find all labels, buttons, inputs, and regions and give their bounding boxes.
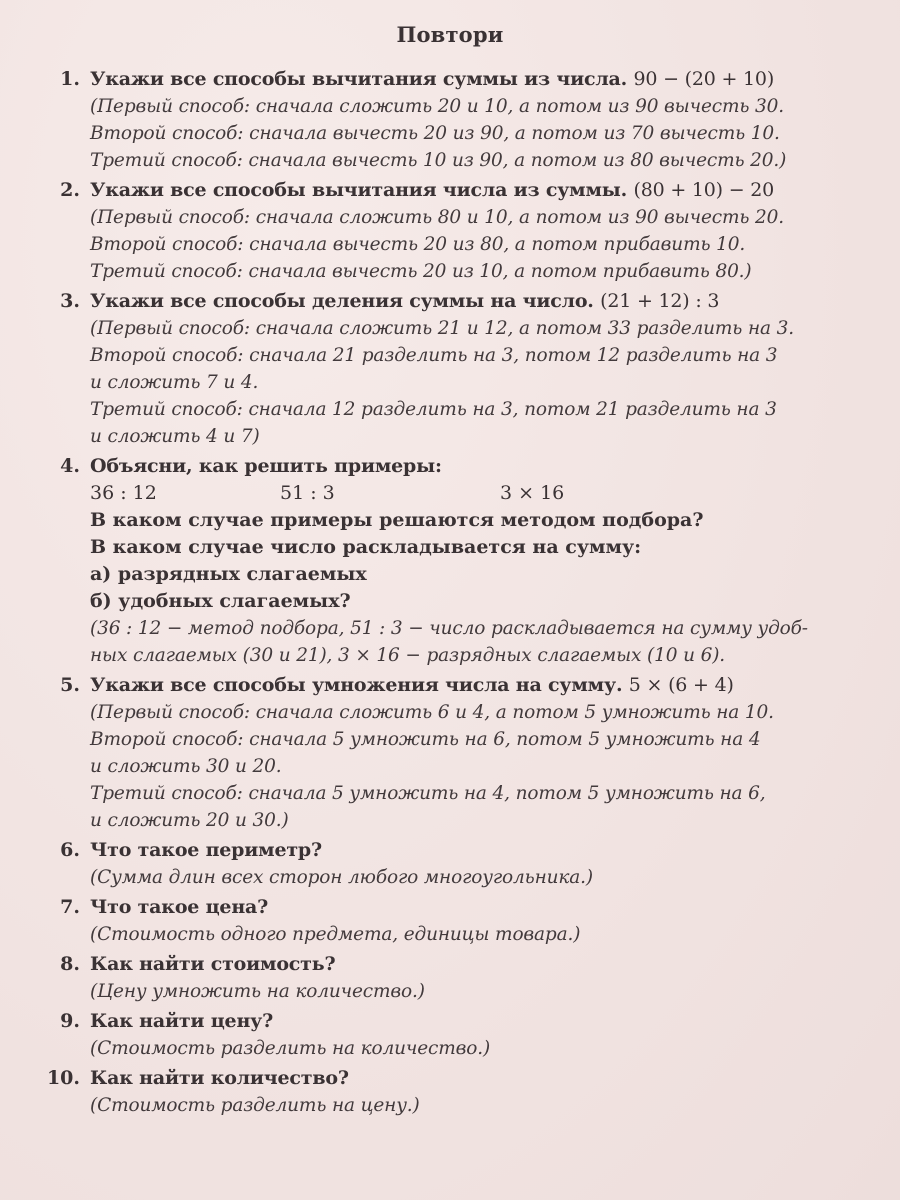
question-text: Укажи все способы умножения числа на сумму. 5 × (6 + 4) <box>90 674 734 696</box>
list-item <box>0 453 900 669</box>
item-number: 2. <box>60 179 80 201</box>
item-number: 1. <box>60 68 80 90</box>
list-item <box>0 1065 900 1119</box>
answer-line: Третий способ: сначала вычесть 10 из 90, а потом из 80 вычесть 20.) <box>90 150 787 171</box>
answer-line: и сложить 4 и 7) <box>90 426 260 447</box>
list-item <box>0 1008 900 1062</box>
answer-line: (Цену умножить на количество.) <box>90 981 425 1002</box>
list-item <box>0 672 900 834</box>
answer-line: Второй способ: сначала 5 умножить на 6, потом 5 умножить на 4 <box>90 729 761 750</box>
answer-line: Второй способ: сначала вычесть 20 из 80, а потом прибавить 10. <box>90 234 746 255</box>
answer-line: (Первый способ: сначала сложить 20 и 10, а потом из 90 вычесть 30. <box>90 96 784 117</box>
answer-line: Третий способ: сначала 12 разделить на 3, потом 21 разделить на 3 <box>90 399 777 420</box>
answer-line: (Сумма длин всех сторон любого многоугольника.) <box>90 867 593 888</box>
answer-line: (Первый способ: сначала сложить 80 и 10, а потом из 90 вычесть 20. <box>90 207 784 228</box>
item-number: 8. <box>60 953 80 975</box>
question-list <box>0 66 900 1119</box>
expression: 5 × (6 + 4) <box>628 674 734 696</box>
question-text: Укажи все способы деления суммы на число. (21 + 12) : 3 <box>90 290 720 312</box>
answer-line: (Стоимость разделить на количество.) <box>90 1038 491 1059</box>
list-item <box>0 837 900 891</box>
answer-line: Третий способ: сначала вычесть 20 из 10, а потом прибавить 80.) <box>90 261 752 282</box>
example: 36 : 12 <box>90 482 157 504</box>
item-number: 10. <box>46 1067 80 1089</box>
expression: (21 + 12) : 3 <box>600 290 720 312</box>
example: 51 : 3 <box>280 482 335 504</box>
item-number: 9. <box>60 1010 80 1032</box>
answer-line: Второй способ: сначала вычесть 20 из 90, а потом из 70 вычесть 10. <box>90 123 780 144</box>
question-text: Укажи все способы вычитания числа из суммы. (80 + 10) − 20 <box>90 179 775 201</box>
item-number: 6. <box>60 839 80 861</box>
question-text: Как найти цену? <box>90 1010 274 1032</box>
example: 3 × 16 <box>500 482 565 504</box>
subquestion: В каком случае число раскладывается на сумму: <box>90 536 642 558</box>
question-text: Что такое периметр? <box>90 839 322 861</box>
question-text: Укажи все способы вычитания суммы из числа. 90 − (20 + 10) <box>90 68 775 90</box>
subquestion: б) удобных слагаемых? <box>90 590 351 612</box>
answer-line: и сложить 30 и 20. <box>90 756 282 777</box>
list-item <box>0 177 900 285</box>
list-item <box>0 894 900 948</box>
answer-line: (Стоимость одного предмета, единицы товара.) <box>90 924 581 945</box>
answer-line: Второй способ: сначала 21 разделить на 3, потом 12 разделить на 3 <box>90 345 778 366</box>
question-text: Как найти количество? <box>90 1067 349 1089</box>
page-title: Повтори <box>396 22 504 47</box>
answer-line: и сложить 7 и 4. <box>90 372 259 393</box>
answer-line: и сложить 20 и 30.) <box>90 810 289 831</box>
item-number: 3. <box>60 290 80 312</box>
expression: 90 − (20 + 10) <box>633 68 775 90</box>
answer-line: Третий способ: сначала 5 умножить на 4, потом 5 умножить на 6, <box>90 783 766 804</box>
examples-row <box>90 480 900 507</box>
question-text: Что такое цена? <box>90 896 269 918</box>
question-text: Объясни, как решить примеры: <box>90 455 442 477</box>
item-number: 4. <box>60 455 80 477</box>
subquestion: а) разрядных слагаемых <box>90 563 367 585</box>
answer-line: ных слагаемых (30 и 21), 3 × 16 − разрядных слагаемых (10 и 6). <box>90 645 725 666</box>
question-text: Как найти стоимость? <box>90 953 336 975</box>
answer-line: (Первый способ: сначала сложить 6 и 4, а потом 5 умножить на 10. <box>90 702 774 723</box>
list-item <box>0 951 900 1005</box>
item-number: 7. <box>60 896 80 918</box>
answer-line: (Стоимость разделить на цену.) <box>90 1095 420 1116</box>
list-item <box>0 288 900 450</box>
subquestion: В каком случае примеры решаются методом подбора? <box>90 509 704 531</box>
answer-line: (Первый способ: сначала сложить 21 и 12, а потом 33 разделить на 3. <box>90 318 794 339</box>
list-item <box>0 66 900 174</box>
answer-line: (36 : 12 − метод подбора, 51 : 3 − число раскладывается на сумму удоб- <box>90 618 808 639</box>
item-number: 5. <box>60 674 80 696</box>
expression: (80 + 10) − 20 <box>633 179 775 201</box>
